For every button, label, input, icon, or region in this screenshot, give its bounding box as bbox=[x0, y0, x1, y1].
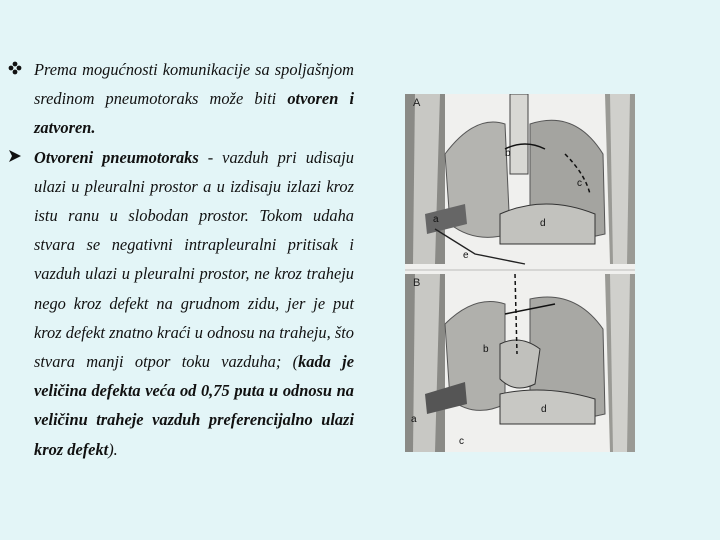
pneumothorax-illustration bbox=[405, 94, 635, 452]
text-segment-bold: Otvoreni pneumotoraks bbox=[34, 147, 199, 167]
bullet-item-1 bbox=[8, 55, 354, 143]
text-segment-bold: kada je veličina defekta veća od 0,75 puta u odnosu na veličinu traheje vazduh preferencijalno ulazi kroz defekt bbox=[34, 352, 354, 459]
text-segment: Prema mogućnosti komunikacije sa spoljašnjom sredinom pneumotoraks može biti bbox=[34, 60, 354, 109]
diamond-dots-icon bbox=[8, 55, 28, 84]
callout-c: c bbox=[459, 436, 464, 447]
arrowhead-icon bbox=[8, 143, 28, 172]
text-segment-bold: otvoren i zatvoren. bbox=[34, 89, 354, 138]
callout-b: b bbox=[505, 148, 511, 159]
text-block bbox=[8, 55, 354, 464]
text-segment: - vazduh pri udisaju ulazi u pleuralni prostor a u izdisaju izlazi kroz istu ranu u slobodan prostor. Tokom udaha stvara se negativni intrapleuralni pritisak i vazduh ulazi u pleuralni prostor, ne kroz traheju nego kroz defekt na grudnom zidu, jer je put kroz defekt znatno kraći u odnosu na traheju, što stvara manji otpor toku vazduha; ( bbox=[34, 147, 355, 372]
callout-b: b bbox=[483, 344, 489, 355]
panel-b-label: B bbox=[413, 277, 421, 289]
text-segment: ). bbox=[108, 439, 118, 459]
callout-e: e bbox=[463, 250, 469, 261]
callout-a: a bbox=[411, 414, 417, 425]
bullet-text-2 bbox=[34, 148, 354, 459]
callout-d: d bbox=[541, 404, 547, 415]
bullet-text-1 bbox=[34, 60, 354, 137]
callout-a: a bbox=[433, 214, 439, 225]
callout-c: c bbox=[577, 178, 582, 189]
bullet-item-2 bbox=[8, 143, 354, 464]
panel-a-label: A bbox=[413, 97, 421, 109]
callout-d: d bbox=[540, 218, 546, 229]
